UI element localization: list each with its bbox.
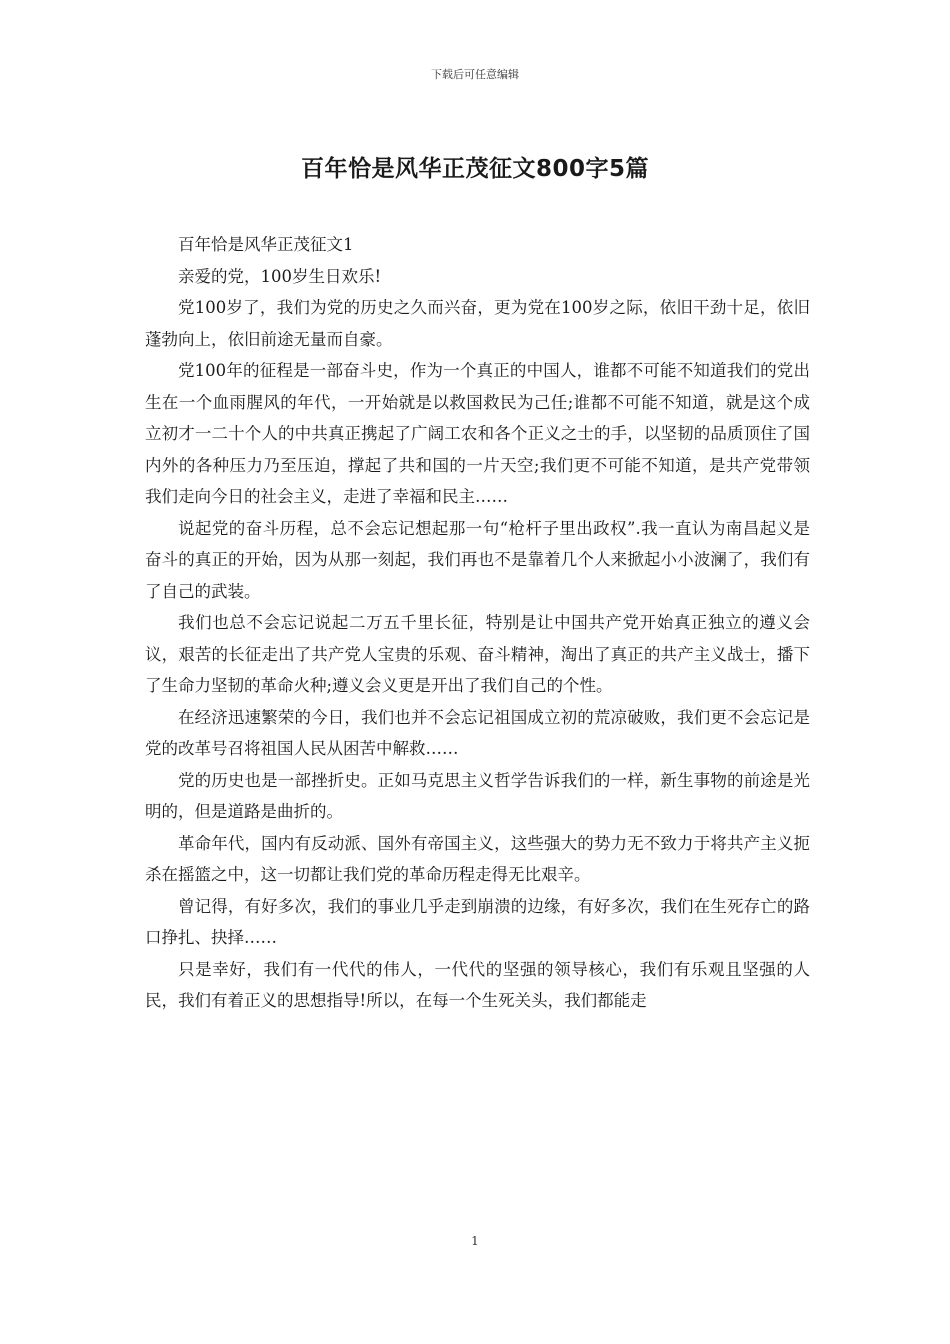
paragraph: 我们也总不会忘记说起二万五千里长征，特别是让中国共产党开始真正独立的遵义会议，艰苦的长征走出了共产党人宝贵的乐观、奋斗精神，淘出了真正的共产主义战士，播下了生命力坚韧的革命火种;遵义会义更是开出了我们自己的个性。 xyxy=(145,613,810,695)
paragraph: 只是幸好，我们有一代代的伟人，一代代的坚强的领导核心，我们有乐观且坚强的人民，我们有着正义的思想指导!所以，在每一个生死关头，我们都能走 xyxy=(145,959,810,1010)
paragraph: 党100岁了，我们为党的历史之久而兴奋，更为党在100岁之际，依旧干劲十足，依旧蓬勃向上，依旧前途无量而自豪。 xyxy=(145,298,810,349)
paragraph: 说起党的奋斗历程，总不会忘记想起那一句“枪杆子里出政权”.我一直认为南昌起义是奋斗的真正的开始，因为从那一刻起，我们再也不是靠着几个人来掀起小小波澜了，我们有了自己的武装。 xyxy=(145,518,810,601)
paragraph: 百年恰是风华正茂征文1 xyxy=(178,235,354,254)
document-title: 百年恰是风华正茂征文800字5篇 xyxy=(300,156,649,182)
paragraph: 党的历史也是一部挫折史。正如马克思主义哲学告诉我们的一样，新生事物的前途是光明的，但是道路是曲折的。 xyxy=(145,770,810,821)
paragraph: 曾记得，有好多次，我们的事业几乎走到崩溃的边缘，有好多次，我们在生死存亡的路口挣扎、抉择…… xyxy=(145,896,810,947)
paragraph: 党100年的征程是一部奋斗史，作为一个真正的中国人，谁都不可能不知道我们的党出生在一个血雨腥风的年代，一开始就是以救国救民为己任;谁都不可能不知道，就是这个成立初才一二十个人的中共真正携起了广阔工农和各个正义之士的手，以坚韧的品质顶住了国内外的各种压力乃至压迫，撑起了共和国的一片天空;我们更不可能不知道，是共产党带领我们走向今日的社会主义，走进了幸福和民主…… xyxy=(145,361,810,506)
document-body xyxy=(145,229,810,1017)
page-number: 1 xyxy=(471,1234,479,1248)
paragraph: 在经济迅速繁荣的今日，我们也并不会忘记祖国成立初的荒凉破败，我们更不会忘记是党的改革号召将祖国人民从困苦中解救…… xyxy=(145,707,810,758)
header-note: 下载后可任意编辑 xyxy=(431,68,519,81)
paragraph: 革命年代，国内有反动派、国外有帝国主义，这些强大的势力无不致力于将共产主义扼杀在摇篮之中，这一切都让我们党的革命历程走得无比艰辛。 xyxy=(145,833,810,884)
paragraph: 亲爱的党，100岁生日欢乐! xyxy=(178,266,382,286)
